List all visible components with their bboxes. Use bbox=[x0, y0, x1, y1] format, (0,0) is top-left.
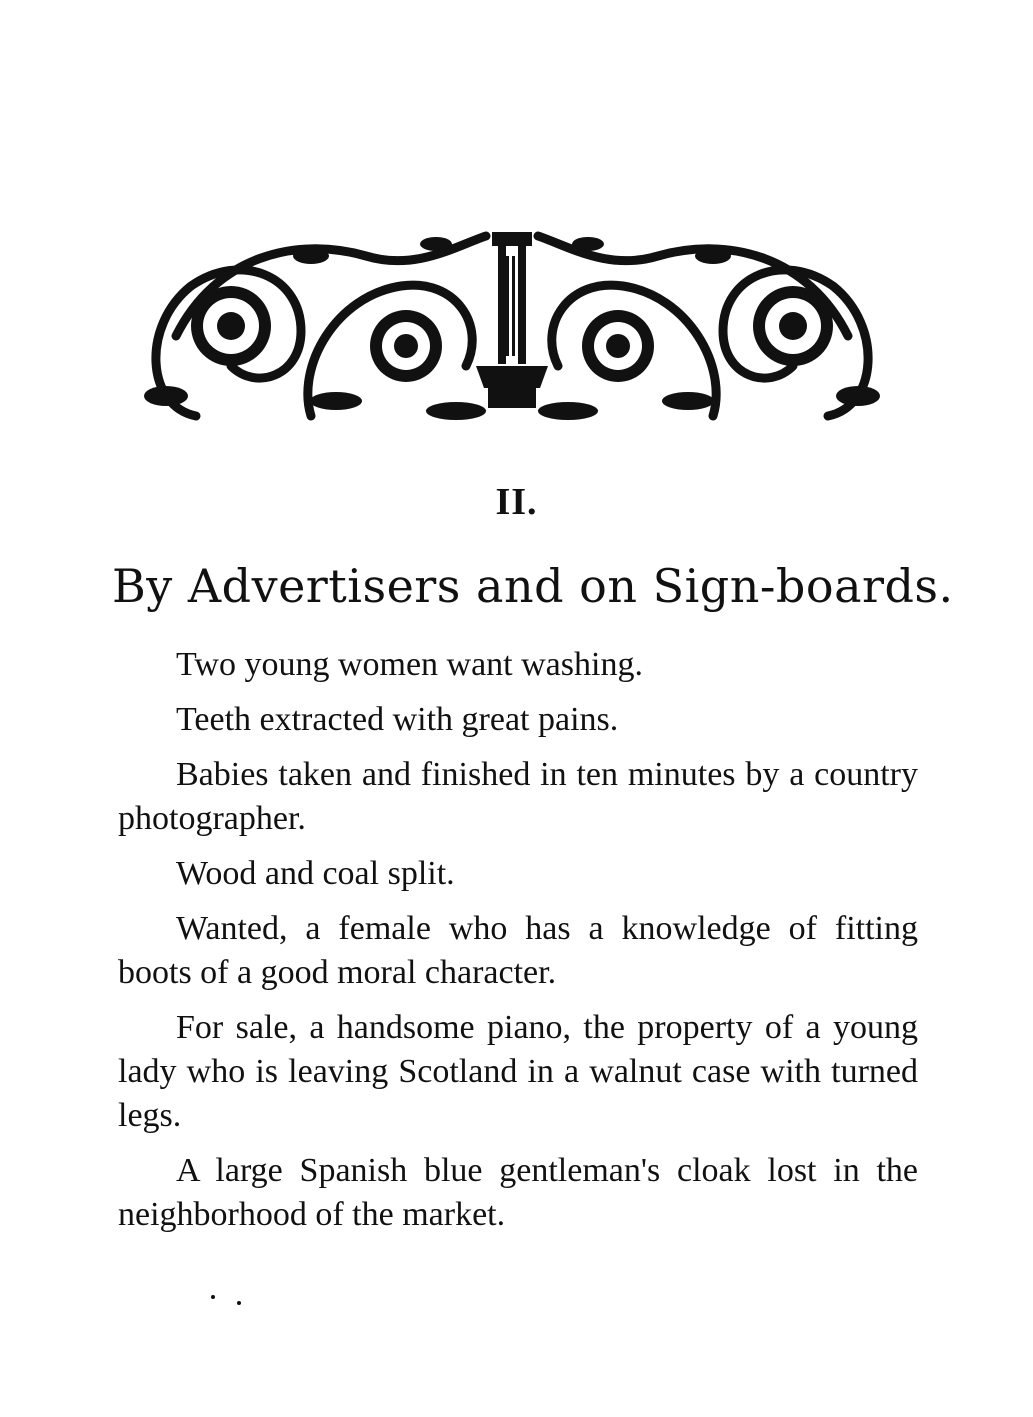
entry-list bbox=[118, 643, 918, 1248]
entry-paragraph: Two young women want washing. bbox=[176, 646, 643, 683]
entry-paragraph: For sale, a handsome piano, the property of a young lady who is leaving Scotland in a walnut case with turned legs. bbox=[118, 1009, 918, 1134]
entry-paragraph: Babies taken and finished in ten minutes by a country photographer. bbox=[118, 756, 918, 837]
entry-paragraph: Wood and coal split. bbox=[176, 855, 455, 892]
decorative-headpiece-icon bbox=[136, 216, 888, 430]
entry-paragraph: Teeth extracted with great pains. bbox=[176, 701, 619, 738]
entry-paragraph: A large Spanish blue gentleman's cloak lost in the neighborhood of the market. bbox=[118, 1152, 918, 1233]
chapter-title: By Advertisers and on Sign-boards. bbox=[112, 559, 954, 613]
ink-specks-icon bbox=[205, 1291, 255, 1311]
chapter-number: II. bbox=[495, 481, 538, 523]
entry-paragraph: Wanted, a female who has a knowledge of fitting boots of a good moral character. bbox=[118, 910, 918, 991]
